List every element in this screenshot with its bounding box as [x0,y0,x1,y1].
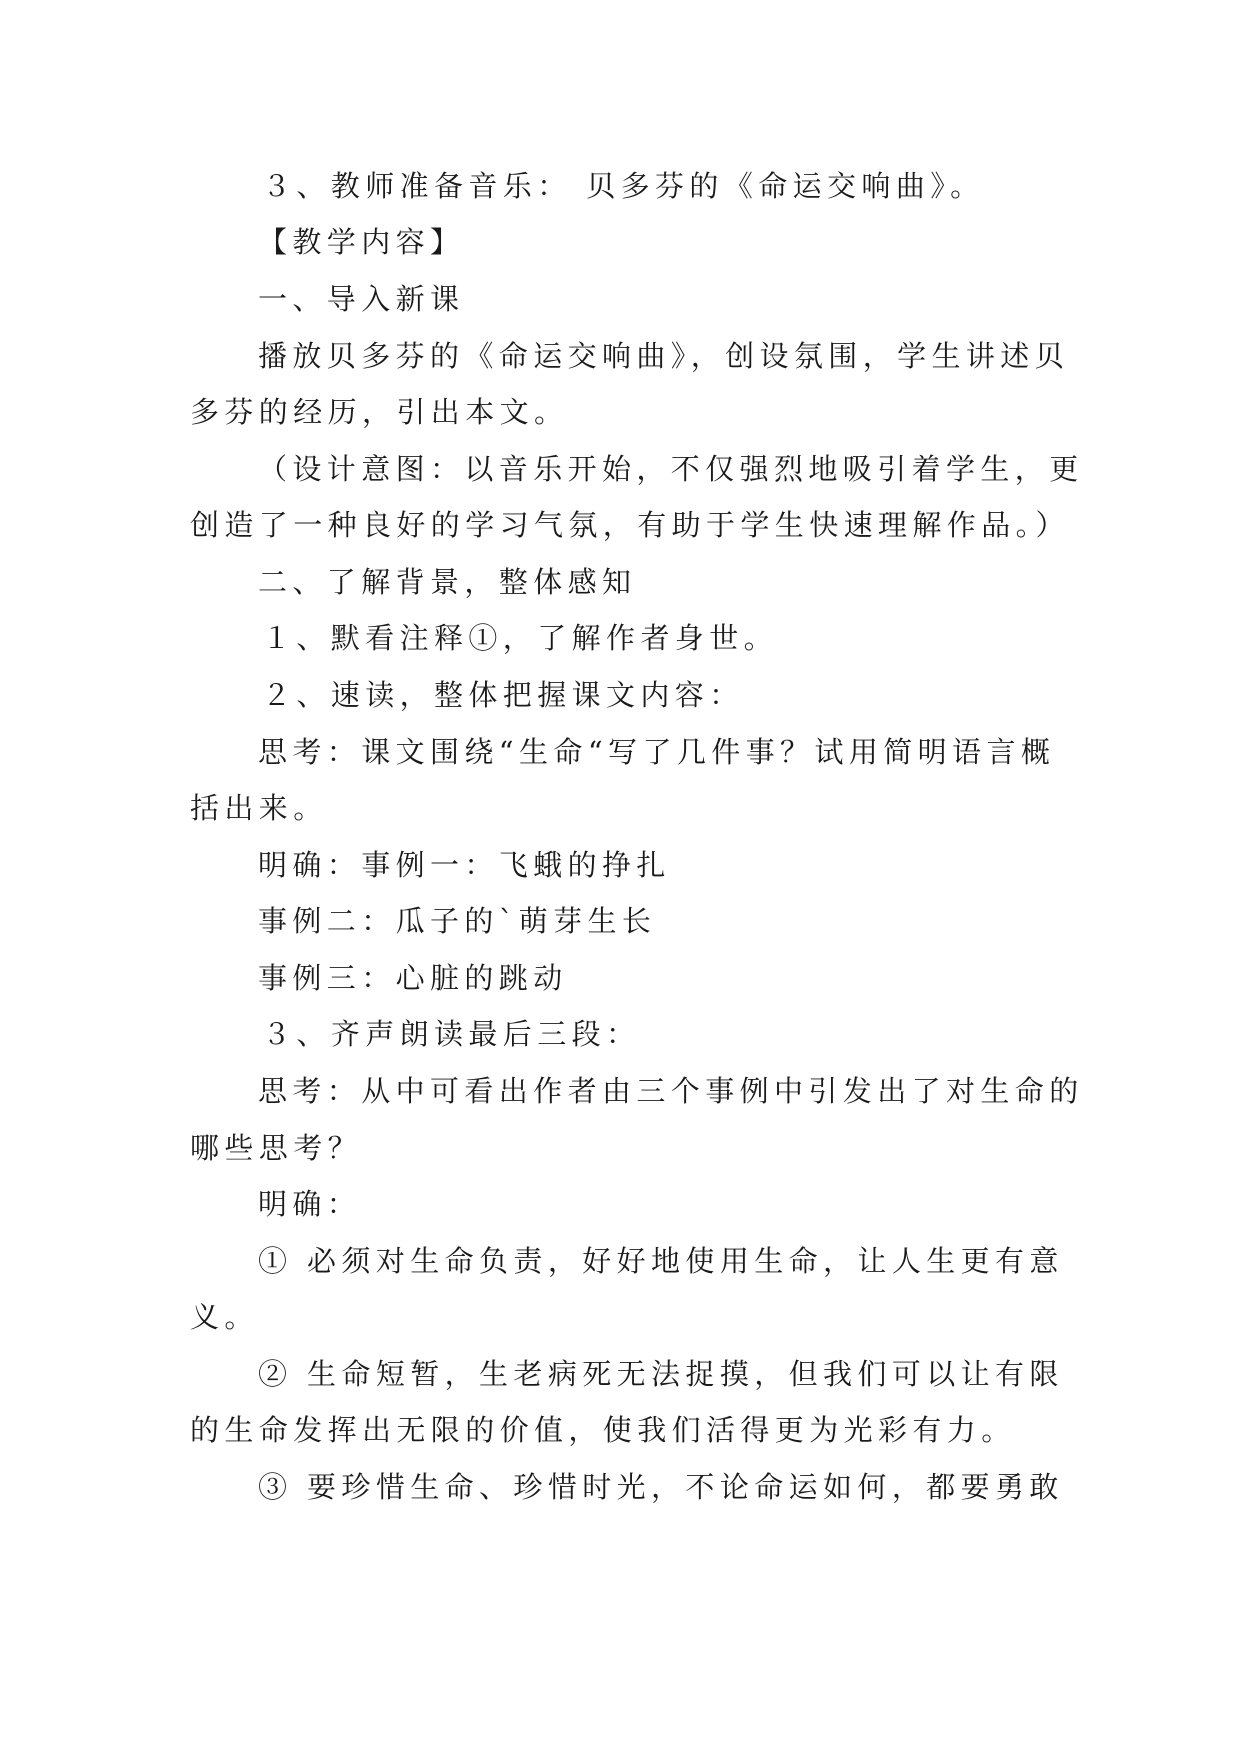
paragraph-line: 多芬的经历，引出本文。 [190,395,569,429]
answer-example-one: 明确：事例一：飞蛾的挣扎 [258,848,671,882]
item-1-notes: １、默看注释①，了解作者身世。 [262,621,779,655]
section-heading-teaching-content: 【教学内容】 [258,225,465,259]
design-intent-line: 创造了一种良好的学习气氛，有助于学生快速理解作品。） [190,508,1070,542]
answer-point-one: ① 必须对生命负责，好好地使用生命，让人生更有意 [258,1244,1064,1278]
answer-point-three: ③ 要珍惜生命、珍惜时光，不论命运如何，都要勇敢 [258,1470,1064,1504]
answer-example-two: 事例二：瓜子的`萌芽生长 [258,904,657,938]
question-line: 括出来。 [190,791,328,825]
question-line: 思考：从中可看出作者由三个事例中引发出了对生命的 [258,1074,1084,1108]
answer-example-three: 事例三：心脏的跳动 [258,961,568,995]
section-one-heading: 一、导入新课 [258,282,465,316]
item-2-skim: ２、速读，整体把握课文内容： [262,678,744,712]
question-line: 哪些思考？ [190,1131,363,1165]
paragraph-line: 播放贝多芬的《命运交响曲》，创设氛围，学生讲述贝 [258,339,1070,373]
answer-label: 明确： [258,1187,362,1221]
answer-point-one: 义。 [190,1300,259,1334]
item-3-read-aloud: ３、齐声朗读最后三段： [262,1017,641,1051]
answer-point-two: 的生命发挥出无限的价值，使我们活得更为光彩有力。 [190,1413,1016,1447]
section-two-heading: 二、了解背景，整体感知 [258,565,637,599]
design-intent-line: （设计意图：以音乐开始，不仅强烈地吸引着学生，更 [258,452,1084,486]
question-line: 思考：课文围绕“生命“写了几件事？试用简明语言概 [258,735,1056,769]
item-3-music: ３、教师准备音乐： 贝多芬的《命运交响曲》。 [262,169,985,203]
answer-point-two: ② 生命短暂，生老病死无法捉摸，但我们可以让有限 [258,1357,1064,1391]
